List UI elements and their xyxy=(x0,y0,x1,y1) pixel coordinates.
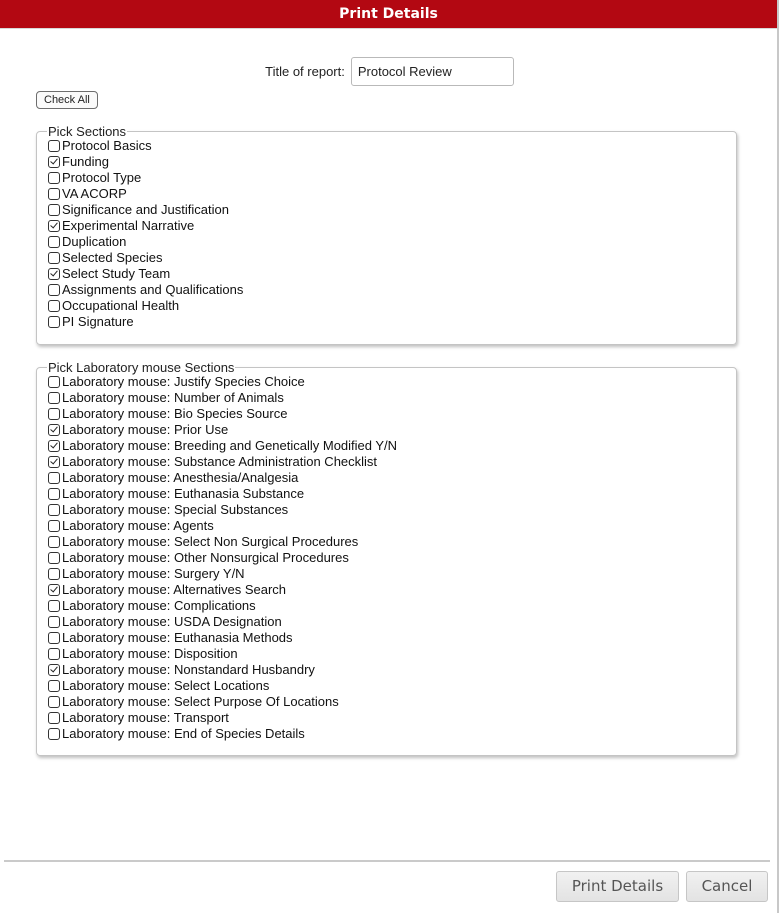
checkbox-item[interactable] xyxy=(48,646,736,662)
checkbox-item[interactable] xyxy=(48,534,736,550)
print-details-button[interactable]: Print Details xyxy=(556,871,679,902)
checkbox-item[interactable] xyxy=(48,662,736,678)
checkbox-item[interactable] xyxy=(48,422,736,438)
checkbox-item[interactable] xyxy=(48,266,736,282)
checkbox-label: Laboratory mouse: Select Purpose Of Locations xyxy=(62,694,339,709)
checkbox-unchecked[interactable] xyxy=(48,536,60,548)
checkbox-label: Laboratory mouse: Euthanasia Methods xyxy=(62,630,293,645)
checkbox-label: Laboratory mouse: Surgery Y/N xyxy=(62,566,245,581)
sections-list xyxy=(48,138,736,330)
checkbox-item[interactable] xyxy=(48,250,736,266)
checkbox-label: Laboratory mouse: Disposition xyxy=(62,646,238,661)
checkbox-item[interactable] xyxy=(48,502,736,518)
checkbox-label: Laboratory mouse: Euthanasia Substance xyxy=(62,486,305,501)
checkbox-unchecked[interactable] xyxy=(48,284,60,296)
checkbox-label: PI Signature xyxy=(62,314,134,329)
checkbox-item[interactable] xyxy=(48,518,736,534)
checkbox-item[interactable] xyxy=(48,234,736,250)
checkbox-label: Laboratory mouse: Breeding and Genetically Modified Y/N xyxy=(62,438,398,453)
pick-species-sections-group xyxy=(36,360,737,756)
checkbox-unchecked[interactable] xyxy=(48,552,60,564)
checkbox-label: Laboratory mouse: End of Species Details xyxy=(62,726,305,741)
checkbox-unchecked[interactable] xyxy=(48,648,60,660)
pick-sections-legend: Pick Sections xyxy=(48,124,127,139)
checkbox-unchecked[interactable] xyxy=(48,140,60,152)
report-title-label: Title of report: xyxy=(265,64,345,79)
checkbox-item[interactable] xyxy=(48,614,736,630)
checkbox-checked[interactable] xyxy=(48,156,60,168)
checkbox-unchecked[interactable] xyxy=(48,204,60,216)
checkbox-label: Occupational Health xyxy=(62,298,180,313)
checkbox-unchecked[interactable] xyxy=(48,520,60,532)
checkbox-label: Laboratory mouse: Select Non Surgical Procedures xyxy=(62,534,359,549)
checkbox-item[interactable] xyxy=(48,390,736,406)
checkbox-label: Protocol Basics xyxy=(62,138,152,153)
checkbox-item[interactable] xyxy=(48,486,736,502)
checkbox-item[interactable] xyxy=(48,154,736,170)
checkbox-unchecked[interactable] xyxy=(48,408,60,420)
checkbox-item[interactable] xyxy=(48,170,736,186)
checkbox-label: Assignments and Qualifications xyxy=(62,282,244,297)
checkbox-label: Experimental Narrative xyxy=(62,218,195,233)
checkbox-label: Laboratory mouse: USDA Designation xyxy=(62,614,282,629)
checkbox-unchecked[interactable] xyxy=(48,188,60,200)
checkbox-item[interactable] xyxy=(48,710,736,726)
checkbox-label: Laboratory mouse: Number of Animals xyxy=(62,390,284,405)
checkbox-label: Funding xyxy=(62,154,109,169)
checkbox-unchecked[interactable] xyxy=(48,728,60,740)
checkbox-label: Protocol Type xyxy=(62,170,142,185)
checkbox-label: Selected Species xyxy=(62,250,163,265)
footer-divider xyxy=(4,860,770,862)
checkbox-unchecked[interactable] xyxy=(48,472,60,484)
checkbox-item[interactable] xyxy=(48,694,736,710)
checkbox-item[interactable] xyxy=(48,374,736,390)
checkbox-item[interactable] xyxy=(48,314,736,330)
checkbox-label: Laboratory mouse: Other Nonsurgical Procedures xyxy=(62,550,349,565)
report-title-row xyxy=(0,57,779,86)
checkbox-unchecked[interactable] xyxy=(48,376,60,388)
checkbox-unchecked[interactable] xyxy=(48,300,60,312)
checkbox-label: Laboratory mouse: Prior Use xyxy=(62,422,229,437)
checkbox-checked[interactable] xyxy=(48,584,60,596)
cancel-button[interactable]: Cancel xyxy=(686,871,768,902)
checkbox-item[interactable] xyxy=(48,218,736,234)
checkbox-label: Laboratory mouse: Transport xyxy=(62,710,229,725)
checkbox-unchecked[interactable] xyxy=(48,680,60,692)
dialog-title: Print Details xyxy=(0,0,777,29)
checkbox-item[interactable] xyxy=(48,726,736,742)
checkbox-item[interactable] xyxy=(48,582,736,598)
checkbox-label: Laboratory mouse: Bio Species Source xyxy=(62,406,288,421)
checkbox-checked[interactable] xyxy=(48,268,60,280)
checkbox-label: Laboratory mouse: Complications xyxy=(62,598,256,613)
checkbox-unchecked[interactable] xyxy=(48,568,60,580)
checkbox-unchecked[interactable] xyxy=(48,252,60,264)
checkbox-label: Laboratory mouse: Anesthesia/Analgesia xyxy=(62,470,299,485)
checkbox-item[interactable] xyxy=(48,282,736,298)
checkbox-unchecked[interactable] xyxy=(48,712,60,724)
check-all-button[interactable]: Check All xyxy=(36,91,98,109)
checkbox-label: Significance and Justification xyxy=(62,202,229,217)
checkbox-unchecked[interactable] xyxy=(48,600,60,612)
checkbox-unchecked[interactable] xyxy=(48,696,60,708)
checkbox-checked[interactable] xyxy=(48,456,60,468)
checkbox-item[interactable] xyxy=(48,598,736,614)
checkbox-unchecked[interactable] xyxy=(48,392,60,404)
checkbox-item[interactable] xyxy=(48,550,736,566)
checkbox-item[interactable] xyxy=(48,678,736,694)
checkbox-label: Laboratory mouse: Alternatives Search xyxy=(62,582,287,597)
checkbox-unchecked[interactable] xyxy=(48,616,60,628)
checkbox-item[interactable] xyxy=(48,438,736,454)
checkbox-item[interactable] xyxy=(48,566,736,582)
checkbox-label: Laboratory mouse: Nonstandard Husbandry xyxy=(62,662,315,677)
species-sections-list xyxy=(48,374,736,742)
checkbox-checked[interactable] xyxy=(48,220,60,232)
checkbox-label: Laboratory mouse: Agents xyxy=(62,518,214,533)
checkbox-label: Laboratory mouse: Justify Species Choice xyxy=(62,374,305,389)
pick-species-sections-legend: Pick Laboratory mouse Sections xyxy=(48,360,235,375)
checkbox-item[interactable] xyxy=(48,298,736,314)
pick-sections-group xyxy=(36,124,737,345)
checkbox-checked[interactable] xyxy=(48,440,60,452)
checkbox-checked[interactable] xyxy=(48,424,60,436)
checkbox-unchecked[interactable] xyxy=(48,172,60,184)
checkbox-unchecked[interactable] xyxy=(48,236,60,248)
checkbox-item[interactable] xyxy=(48,454,736,470)
checkbox-item[interactable] xyxy=(48,406,736,422)
checkbox-item[interactable] xyxy=(48,186,736,202)
checkbox-label: Select Study Team xyxy=(62,266,171,281)
checkbox-item[interactable] xyxy=(48,202,736,218)
report-title-input[interactable]: Protocol Review xyxy=(351,57,514,86)
checkbox-item[interactable] xyxy=(48,138,736,154)
checkbox-checked[interactable] xyxy=(48,664,60,676)
checkbox-label: Laboratory mouse: Substance Administration Checklist xyxy=(62,454,378,469)
checkbox-label: VA ACORP xyxy=(62,186,127,201)
checkbox-label: Laboratory mouse: Select Locations xyxy=(62,678,270,693)
checkbox-label: Duplication xyxy=(62,234,127,249)
checkbox-unchecked[interactable] xyxy=(48,504,60,516)
checkbox-unchecked[interactable] xyxy=(48,632,60,644)
checkbox-unchecked[interactable] xyxy=(48,488,60,500)
checkbox-item[interactable] xyxy=(48,630,736,646)
checkbox-label: Laboratory mouse: Special Substances xyxy=(62,502,289,517)
checkbox-item[interactable] xyxy=(48,470,736,486)
checkbox-unchecked[interactable] xyxy=(48,316,60,328)
